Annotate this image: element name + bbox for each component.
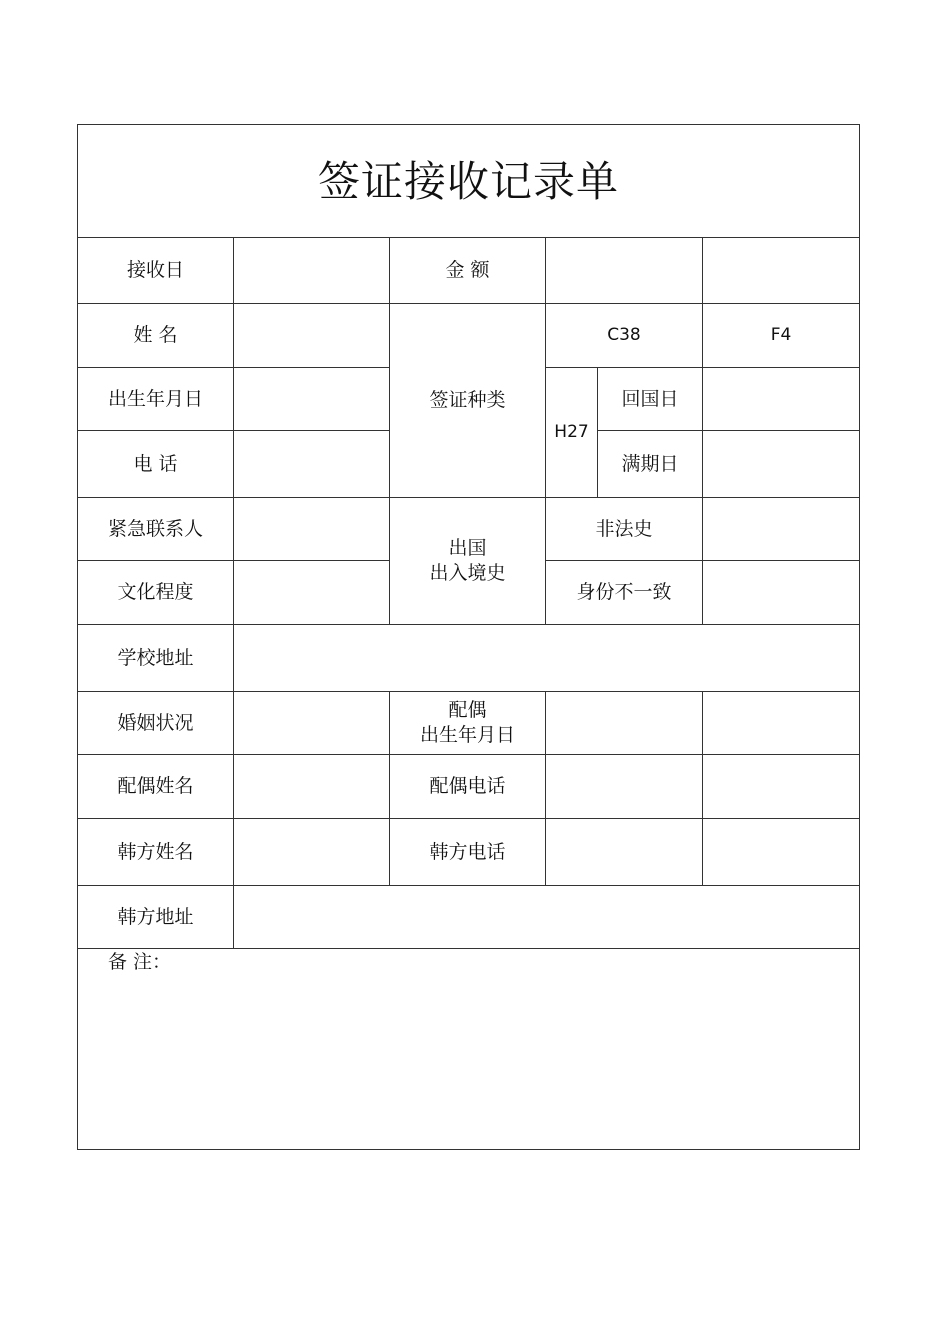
birth-date-label: 出生年月日 (78, 368, 234, 431)
spouse-birth-date-label (390, 692, 546, 755)
expiry-date-field[interactable] (703, 431, 860, 498)
receive-date-field[interactable] (234, 238, 390, 304)
amount-field[interactable] (546, 238, 703, 304)
phone-label: 电 话 (78, 431, 234, 498)
school-address-field[interactable] (234, 625, 860, 692)
receive-date-label: 接收日 (78, 238, 234, 304)
name-label: 姓 名 (78, 304, 234, 368)
birth-date-field[interactable] (234, 368, 390, 431)
spouse-phone-field[interactable] (546, 755, 703, 819)
korean-address-label: 韩方地址 (78, 886, 234, 949)
remarks-area[interactable] (78, 949, 860, 1150)
name-field[interactable] (234, 304, 390, 368)
illegal-history-field[interactable] (703, 498, 860, 561)
spouse-name-field[interactable] (234, 755, 390, 819)
amount-label: 金 额 (390, 238, 546, 304)
korean-phone-extra-field[interactable] (703, 819, 860, 886)
phone-field[interactable] (234, 431, 390, 498)
visa-code-c38: C38 (546, 304, 703, 368)
travel-history-label (390, 498, 546, 625)
marital-status-label: 婚姻状况 (78, 692, 234, 755)
travel-history-label-line2: 出入境史 (429, 562, 506, 584)
amount-extra-field[interactable] (703, 238, 860, 304)
spouse-birth-date-field[interactable] (546, 692, 703, 755)
visa-type-label: 签证种类 (390, 304, 546, 498)
spouse-name-label: 配偶姓名 (78, 755, 234, 819)
identity-mismatch-label: 身份不一致 (546, 561, 703, 625)
spouse-birth-date-label-line1: 配偶 (448, 699, 487, 721)
spouse-birth-date-label-line2: 出生年月日 (419, 724, 515, 746)
visa-code-h27: H27 (546, 368, 598, 498)
expiry-date-label: 满期日 (598, 431, 703, 498)
spouse-phone-label: 配偶电话 (390, 755, 546, 819)
form-title: 签证接收记录单 (78, 125, 860, 238)
travel-history-label-line1: 出国 (448, 537, 487, 559)
emergency-contact-label: 紧急联系人 (78, 498, 234, 561)
return-date-label: 回国日 (598, 368, 703, 431)
remarks-label: 备 注： (108, 951, 172, 973)
identity-mismatch-field[interactable] (703, 561, 860, 625)
emergency-contact-field[interactable] (234, 498, 390, 561)
marital-status-field[interactable] (234, 692, 390, 755)
school-address-label: 学校地址 (78, 625, 234, 692)
korean-address-field[interactable] (234, 886, 860, 949)
korean-name-label: 韩方姓名 (78, 819, 234, 886)
education-field[interactable] (234, 561, 390, 625)
visa-code-f4: F4 (703, 304, 860, 368)
return-date-field[interactable] (703, 368, 860, 431)
visa-receipt-form (77, 124, 860, 1150)
korean-name-field[interactable] (234, 819, 390, 886)
education-label: 文化程度 (78, 561, 234, 625)
illegal-history-label: 非法史 (546, 498, 703, 561)
korean-phone-label: 韩方电话 (390, 819, 546, 886)
spouse-phone-extra-field[interactable] (703, 755, 860, 819)
korean-phone-field[interactable] (546, 819, 703, 886)
spouse-birth-date-extra-field[interactable] (703, 692, 860, 755)
